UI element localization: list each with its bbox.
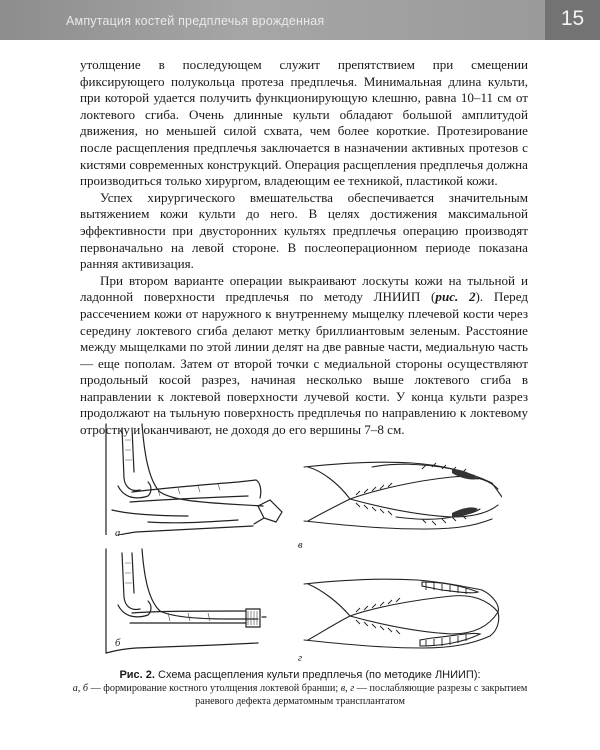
caption-sub-text-2: — послабляющие разрезы с закрытием раневого дефекта дерматомным трансплантатом — [195, 683, 528, 707]
panel-g-letter: г — [298, 653, 303, 664]
panel-b-letter: б — [115, 638, 121, 649]
panel-v-letter: в — [298, 540, 303, 551]
figure-reference[interactable]: рис. 2 — [435, 289, 476, 305]
header-band — [0, 0, 545, 40]
caption-sub-label-ab: а, б — [72, 683, 89, 694]
paragraph-3-part-2: ). Перед рассечением кожи от наружного к внутреннему мыщелку плечевой кости через середину локтевого сгиба делают метку бриллиантовым зеленым. Расстояние между мыщелками по этой линии делят на две равные части, медиальную часть — еще пополам. Затем от второй точки с медиальной стороны осуществляют продольный косой разрез, начиная несколько выше локтевого сгиба в направлении к локтевой поверхности лучевой кости. У конца культи разрез продолжают на тыльную поверхность предплечья по направлению к локтевому отростку и оканчивают, не доходя до его вершины 7–8 см. — [80, 289, 528, 438]
running-title: Ампутация костей предплечья врожденная — [66, 14, 325, 28]
paragraph-2: Успех хирургического вмешательства обеспечивается значительным вытяжением кожи культи до него. В целях достижения максимальной эффективности при двусторонних культях предплечья операцию производят первоначально на левой стороне. В послеоперационном периоде показана ранняя активизация. — [80, 189, 528, 272]
panel-g-stump-graft — [298, 560, 502, 664]
panel-v-split-stump — [298, 445, 502, 551]
panel-b-arm-illustration — [88, 545, 288, 660]
page-header — [0, 0, 600, 40]
stump-graft-drawing-g — [302, 560, 502, 655]
figure-caption — [60, 668, 540, 708]
caption-title-line — [60, 668, 540, 682]
figure-2 — [80, 420, 535, 664]
caption-sub-text-1: — формирование костного утолщения локтевой бранши; — [88, 683, 341, 694]
arm-bone-drawing-a — [88, 420, 288, 535]
body-text — [80, 57, 528, 439]
panel-a-arm-illustration — [88, 420, 288, 539]
panel-a-letter: а — [115, 528, 121, 539]
caption-title-text: Схема расщепления культи предплечья (по методике ЛНИИП): — [154, 669, 481, 681]
paragraph-3 — [80, 273, 528, 439]
caption-figure-label: Рис. 2. — [119, 669, 155, 681]
split-stump-drawing-v — [302, 445, 502, 535]
page-number-badge — [545, 0, 600, 40]
paragraph-1: утолщение в последующем служит препятствием при смещении фиксирующего полукольца протеза предплечья. Минимальная длина культи, при которой удается получить функционирующую клешню, равна 10–11 см от локтевого сгиба. Очень длинные культи обладают большой амплитудой движения, но меньшей силой схвата, чем более короткие. Протезирование после расщепления предплечья заключается в назначении активных протезов с кистями современных конструкций. Операция расщепления предплечья должна производиться только хирургом, владеющим ее техникой, пластикой кожи. — [80, 57, 528, 189]
page-number: 15 — [560, 7, 585, 30]
caption-sub-label-vg: в, г — [340, 683, 355, 694]
caption-description — [60, 682, 540, 708]
paragraph-3-part-1: При втором варианте операции выкраивают лоскуты кожи на тыльной и ладонной поверхности предплечья по методу ЛНИИП ( — [80, 272, 528, 305]
